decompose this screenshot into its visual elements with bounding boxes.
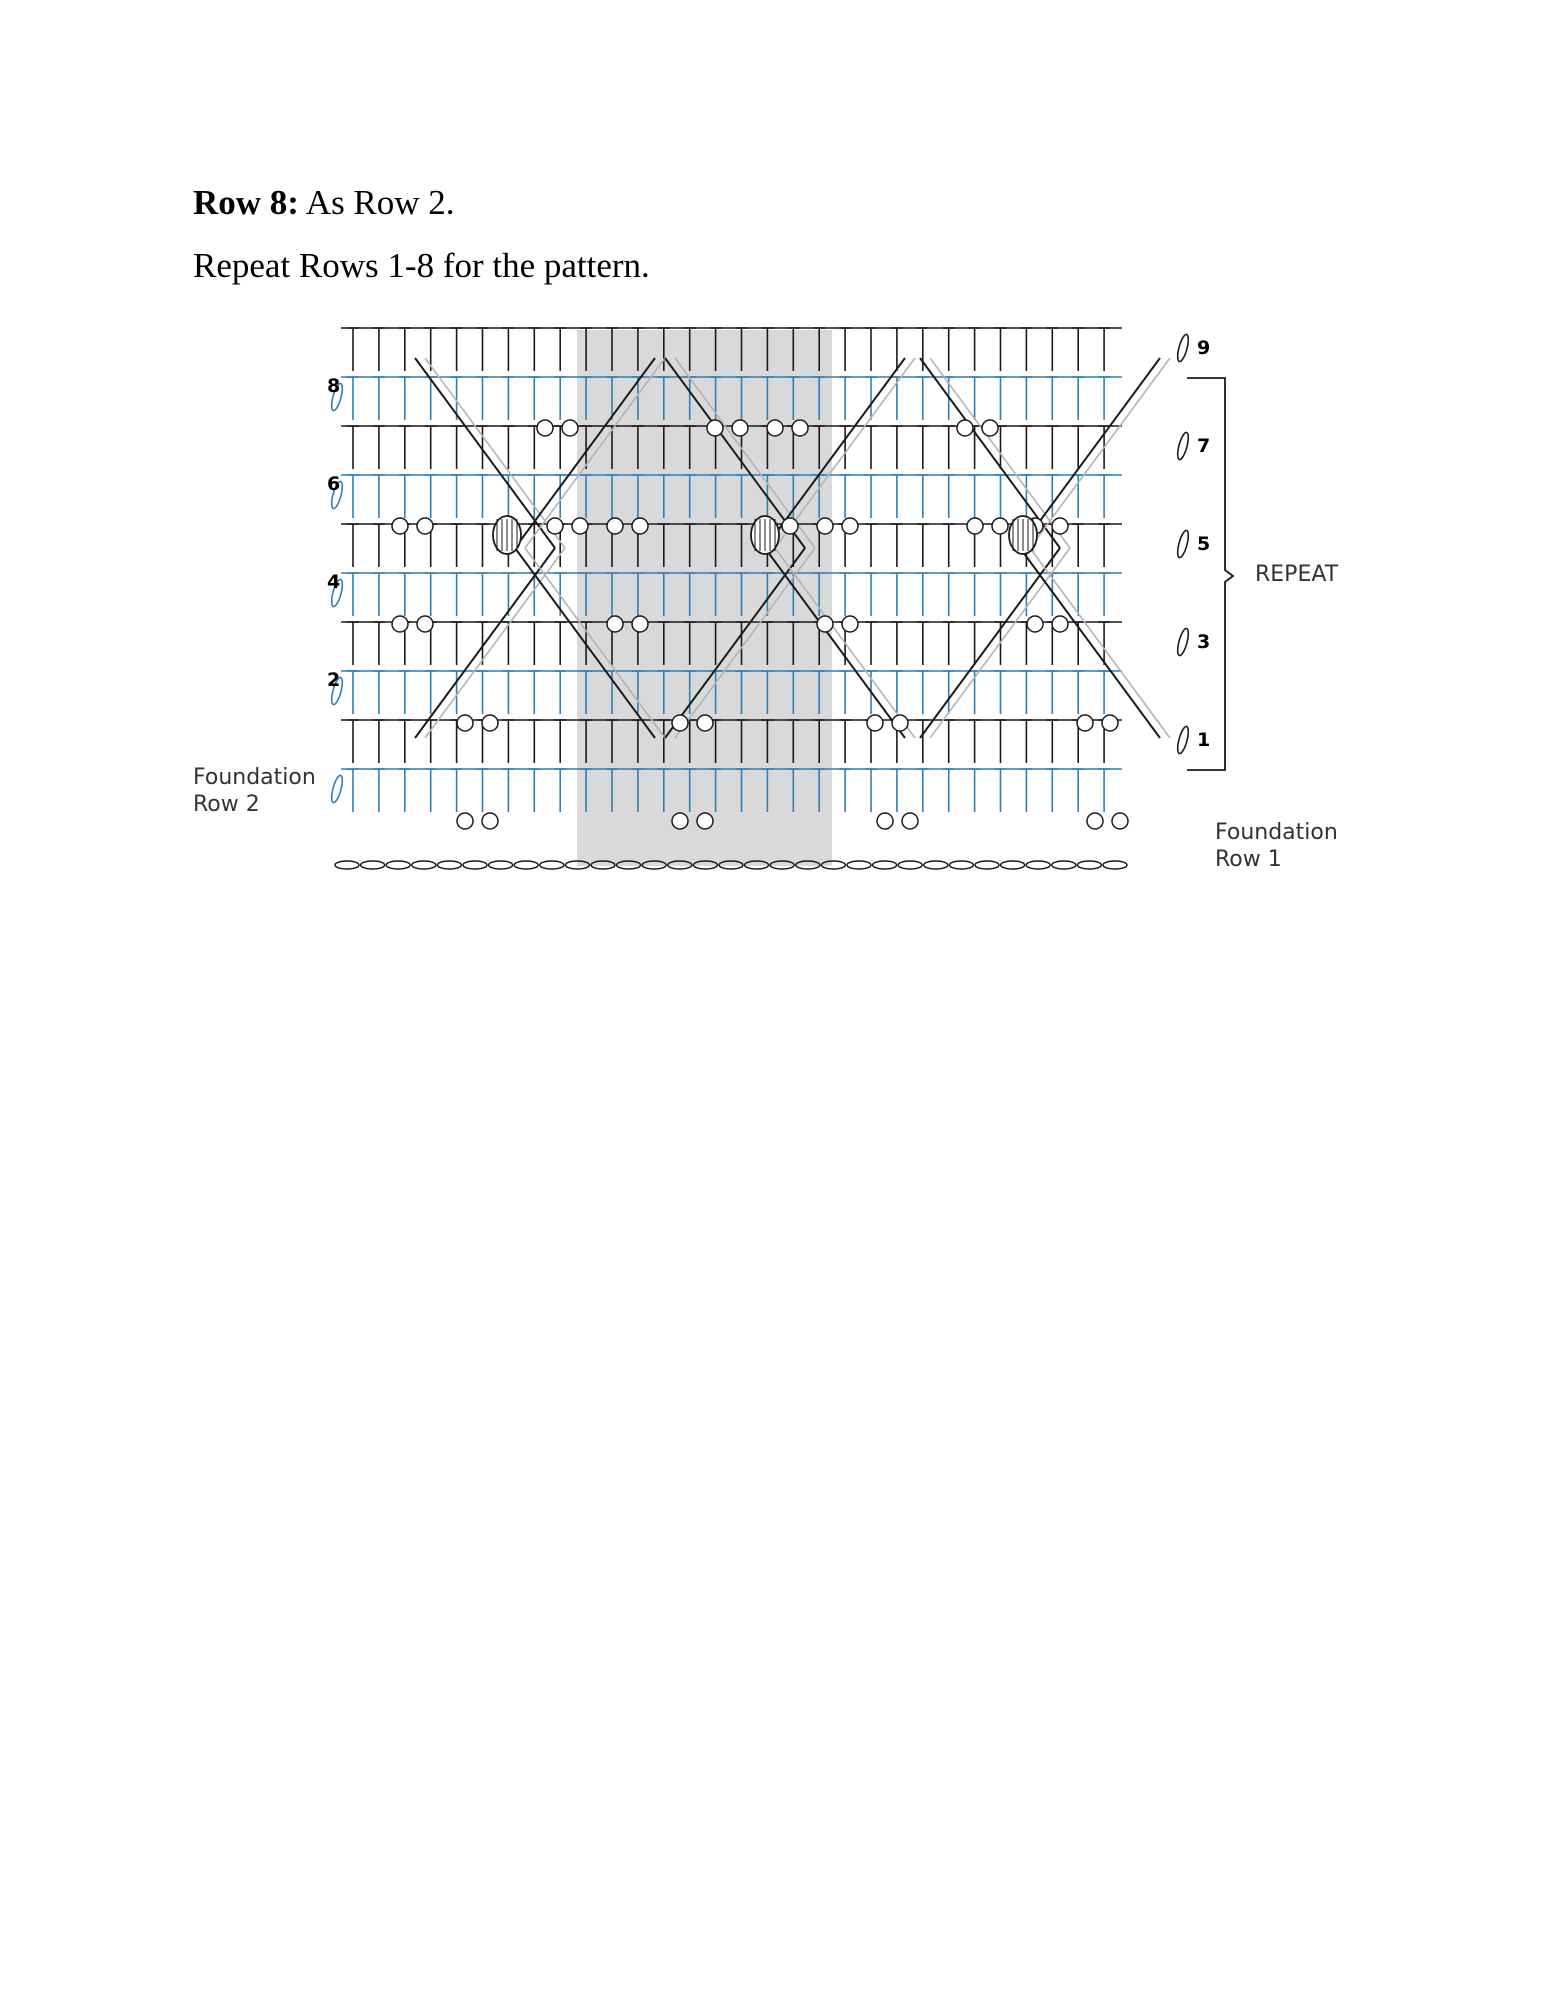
cable-loop-marker — [607, 616, 623, 632]
cable-loop-marker — [982, 420, 998, 436]
cable-loop-marker — [732, 420, 748, 436]
chain-stitch — [1026, 861, 1050, 869]
chain-stitch — [489, 861, 513, 869]
turning-chain — [1176, 627, 1191, 656]
row-8-text: As Row 2. — [298, 183, 455, 222]
row-label-5: 5 — [1197, 533, 1211, 555]
cable-loop-marker — [457, 813, 473, 829]
cable-loop-marker — [867, 715, 883, 731]
cable-loop-marker — [537, 420, 553, 436]
cable-loop-marker — [957, 420, 973, 436]
chain-stitch — [412, 861, 436, 869]
chain-stitch — [1077, 861, 1101, 869]
cable-loop-marker — [672, 813, 688, 829]
row-label-3: 3 — [1197, 631, 1211, 653]
cable-loop-marker — [482, 813, 498, 829]
cable-loop-marker — [457, 715, 473, 731]
chain-stitch — [514, 861, 538, 869]
cable-loop-marker — [817, 518, 833, 534]
cable-loop-marker — [417, 616, 433, 632]
cable-loop-marker — [482, 715, 498, 731]
row-8-instruction — [193, 185, 455, 220]
cable-loop-marker — [697, 813, 713, 829]
chain-stitch — [949, 861, 973, 869]
cable-loop-marker — [992, 518, 1008, 534]
cable-loop-marker — [842, 518, 858, 534]
row-label-7: 7 — [1197, 435, 1211, 457]
cable-stitch-back — [425, 358, 565, 548]
chain-stitch — [898, 861, 922, 869]
cable-stitch — [1020, 358, 1160, 548]
cable-loop-marker — [417, 518, 433, 534]
foundation-row-1-label-line2: Row 1 — [1215, 847, 1282, 872]
right-row-labels — [1197, 337, 1210, 751]
turning-chain — [1176, 529, 1191, 558]
cable-loop-marker — [1027, 616, 1043, 632]
chain-stitch — [437, 861, 461, 869]
row-8-heading: Row 8: — [193, 183, 299, 222]
cable-loop-marker — [842, 616, 858, 632]
turning-chain — [330, 774, 345, 803]
chain-stitch — [335, 861, 359, 869]
chain-stitch — [1052, 861, 1076, 869]
cable-loop-marker — [392, 518, 408, 534]
turning-chain — [1176, 333, 1191, 362]
repeat-label: REPEAT — [1255, 562, 1339, 587]
cable-loop-marker — [707, 420, 723, 436]
cable-loop-marker — [697, 715, 713, 731]
cable-stitch-back — [1030, 548, 1170, 738]
cable-loop-marker — [1077, 715, 1093, 731]
left-row-labels — [327, 375, 340, 691]
cable-loop-marker — [1102, 715, 1118, 731]
row-label-8: 8 — [327, 375, 341, 397]
chain-stitch — [463, 861, 487, 869]
foundation-row-2-label-line2: Row 2 — [193, 792, 260, 817]
row-label-4: 4 — [327, 571, 341, 593]
crochet-stitch-chart — [185, 318, 1375, 888]
cable-loop-marker — [877, 813, 893, 829]
chain-stitch — [1001, 861, 1025, 869]
cable-loop-marker — [902, 813, 918, 829]
cable-stitch-back — [425, 548, 565, 738]
repeat-instruction: Repeat Rows 1-8 for the pattern. — [193, 246, 650, 285]
cable-loop-marker — [967, 518, 983, 534]
cable-loop-marker — [632, 518, 648, 534]
cable-loop-marker — [892, 715, 908, 731]
chain-stitch — [873, 861, 897, 869]
row-label-6: 6 — [327, 473, 341, 495]
cable-loop-marker — [607, 518, 623, 534]
cable-loop-marker — [767, 420, 783, 436]
foundation-row-2-label-line1: Foundation — [193, 765, 316, 790]
cable-loop-marker — [782, 518, 798, 534]
cable-stitch-back — [1030, 358, 1170, 548]
cable-loop-marker — [1052, 616, 1068, 632]
turning-chain — [1176, 725, 1191, 754]
cable-stitch — [1020, 548, 1160, 738]
cable-loop-marker — [1087, 813, 1103, 829]
chain-stitch — [924, 861, 948, 869]
foundation-row-1-label-line1: Foundation — [1215, 820, 1338, 845]
cable-loop-marker — [792, 420, 808, 436]
cable-loop-marker — [1052, 518, 1068, 534]
chain-stitch — [975, 861, 999, 869]
cable-loop-marker — [632, 616, 648, 632]
row-label-2: 2 — [327, 669, 341, 691]
chain-stitch — [540, 861, 564, 869]
cable-loop-marker — [392, 616, 408, 632]
cable-loop-marker — [547, 518, 563, 534]
cable-loop-marker — [817, 616, 833, 632]
cable-loop-marker — [572, 518, 588, 534]
cable-loop-marker — [562, 420, 578, 436]
chain-stitch — [847, 861, 871, 869]
cable-loop-marker — [672, 715, 688, 731]
cable-stitch — [920, 548, 1060, 738]
chain-stitch — [1103, 861, 1127, 869]
cable-loop-marker — [1112, 813, 1128, 829]
chain-stitch — [386, 861, 410, 869]
chain-stitch — [361, 861, 385, 869]
row-label-9: 9 — [1197, 337, 1211, 359]
row-label-1: 1 — [1197, 729, 1211, 751]
turning-chain — [1176, 431, 1191, 460]
